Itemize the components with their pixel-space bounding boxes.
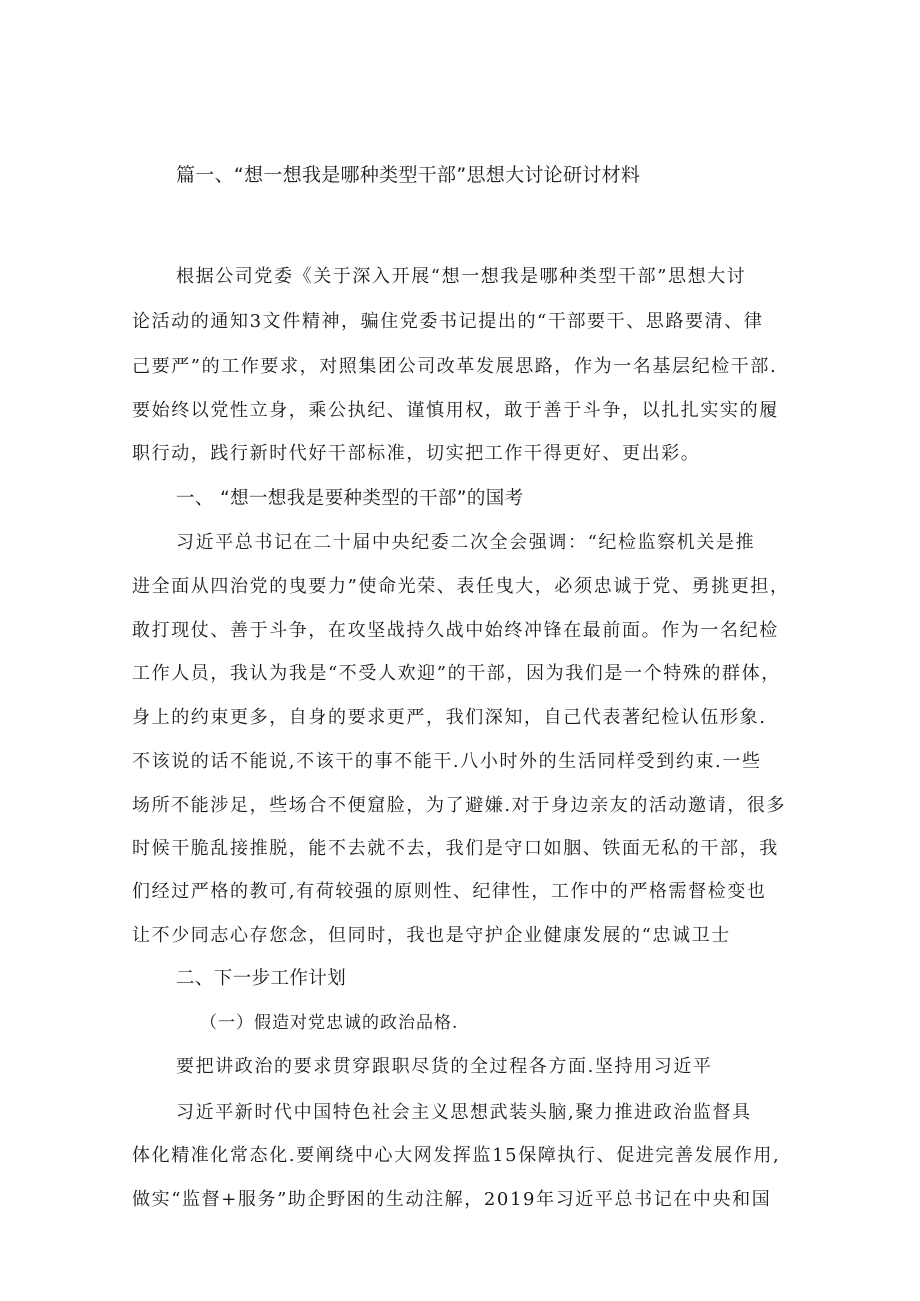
section1-line-5: 身上的约束更多，自身的要求更严，我们深知，自己代表著纪检认伍形象. (132, 707, 767, 728)
section1-line-7: 场所不能涉足，些场合不便窟脸，为了避嫌.对于身边亲友的活动邀请，很多 (132, 795, 787, 816)
intro-line-3: 己要严”的工作要求，对照集团公司改革发展思路，作为一名基层纪检干部. (132, 356, 778, 377)
section1-line-10: 让不少同志心存您念，但同时，我也是守护企业健康发展的“忠诚卫士 (132, 925, 731, 946)
section1-heading: 一、 “想一想我是要种类型的干部”的国考 (176, 488, 524, 509)
section1-line-6: 不该说的话不能说,不该干的事不能干.八小时外的生活同样受到约束.一些 (132, 751, 762, 772)
section2-subheading: （一）假造对党忠诚的政治品格. (200, 1013, 459, 1033)
document-title: 篇一、“想一想我是哪种类型干部”思想大讨论研讨材料 (176, 164, 641, 186)
section2-line-1: 要把讲政治的要求贯穿跟职尽货的全过程各方面.坚持用习近平 (176, 1056, 713, 1077)
section1-line-4: 工作人员，我认为我是“不受人欢迎”的干部，因为我们是一个特殊的群体， (132, 663, 781, 684)
section1-line-2: 进全面从四治党的曳要力”使命光荣、表任曳大，必须忠诚于党、勇挑更担， (132, 576, 790, 597)
section2-line-2: 习近平新时代中国特色社会主义思想武装头脑,聚力推进政治监督具 (176, 1102, 752, 1123)
intro-line-5: 职行动，践行新时代好干部标准，切实把工作干得更好、更出彩。 (132, 443, 701, 464)
section1-line-3: 敢打现仗、善于斗争，在攻坚战持久战中始终冲锋在最前面。作为一名纪检 (132, 620, 779, 641)
intro-line-2: 论活动的通知3文件精神，骗住党委书记提出的“干部要干、思路要清、律 (132, 311, 764, 332)
section1-line-1: 习近平总书记在二十届中央纪委二次全会强调：“纪检监察机关是推 (176, 532, 756, 553)
section2-heading: 二、下一步工作计划 (176, 968, 347, 989)
section1-line-9: 们经过严格的教可,有荷较强的原则性、纪律性，工作中的严格需督检变也 (132, 881, 767, 902)
section2-line-4: 做实“监督+服务”助企野困的生动注解，2019年习近平总书记在中央和国 (132, 1189, 772, 1210)
section2-line-3: 体化精准化常态化.要阐绕中心大网发挥监15保障执行、促进完善发展作用, (132, 1145, 781, 1166)
intro-line-4: 要始终以党性立身，乘公执纪、谨慎用权，敢于善于斗争，以扎扎实实的履 (132, 400, 779, 421)
intro-line-1: 根据公司党委《关于深入开展“想一想我是哪种类型干部”思想大讨 (176, 266, 747, 287)
section1-line-8: 时候干脆乱接推脱，能不去就不去，我们是守口如胭、铁面无私的干部，我 (132, 838, 779, 859)
